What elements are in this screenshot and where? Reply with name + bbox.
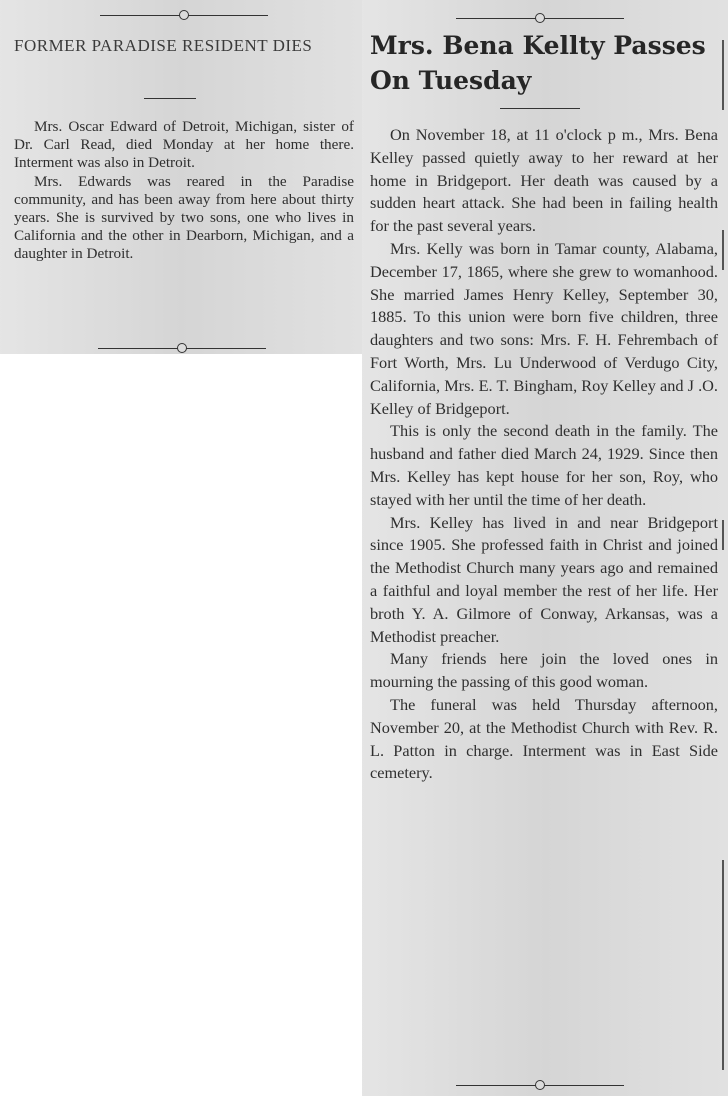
left-paragraph: Mrs. Edwards was reared in the Paradise community, and has been away from here about thirty years. She is survived by two sons, one who lives in California and the other in Dearborn, Michigan, and a daughter in Detroit. (14, 172, 354, 263)
right-paragraph: This is only the second death in the family. The husband and father died March 24, 1929. Since then Mrs. Kelley has kept house for her son, Roy, who stayed with her until the time of her death. (370, 421, 718, 509)
right-paragraph: The funeral was held Thursday afternoon, November 20, at the Methodist Church with Rev. R. L. Patton in charge. Interment was in East Side cemetery. (370, 694, 718, 783)
top-divider-left (100, 8, 268, 22)
right-article-body (370, 124, 718, 785)
right-paragraph: Many friends here join the loved ones in mourning the passing of this good woman. (370, 649, 718, 692)
column-edge-mark (722, 230, 724, 270)
column-edge-mark (722, 860, 724, 1070)
bottom-divider-left (98, 341, 266, 355)
left-article-body (14, 118, 354, 264)
right-paragraph: Mrs. Kelley has lived in and near Bridgeport since 1905. She professed faith in Christ and joined the Methodist Church many years ago and remained a faithful and loyal member the rest of her life. Her broth Y. A. Gilmore of Conway, Arkansas, was a Methodist preacher. (370, 512, 718, 646)
top-divider-right (456, 11, 624, 25)
column-edge-mark (722, 40, 724, 110)
headline-rule-left (144, 98, 196, 99)
left-paragraph: Mrs. Oscar Edward of Detroit, Michigan, sister of Dr. Carl Read, died Monday at her home there. Interment was also in Detroit. (14, 118, 354, 172)
bottom-divider-right (456, 1078, 624, 1092)
right-paragraph: Mrs. Kelly was born in Tamar county, Alabama, December 17, 1865, where she grew to womanhood. She married James Henry Kelley, September 30, 1885. To this union were born five children, three daughters and two sons: Mrs. F. H. Fehrembach of Fort Worth, Mrs. Lu Underwood of Verdugo City, California, Mrs. E. T. Bingham, Roy Kelley and J .O. Kelley of Bridgeport. (370, 238, 718, 418)
right-headline: Mrs. Bena Kellty Passes On Tuesday (370, 31, 706, 95)
column-edge-mark (722, 520, 724, 550)
left-headline: FORMER PARADISE RESIDENT DIES (14, 36, 313, 55)
headline-rule-right (500, 108, 580, 109)
right-paragraph: On November 18, at 11 o'clock p m., Mrs. Bena Kelley passed quietly away to her reward at her home in Bridgeport. Her death was caused by a sudden heart attack. She had been in failing health for the past several years. (370, 125, 718, 236)
